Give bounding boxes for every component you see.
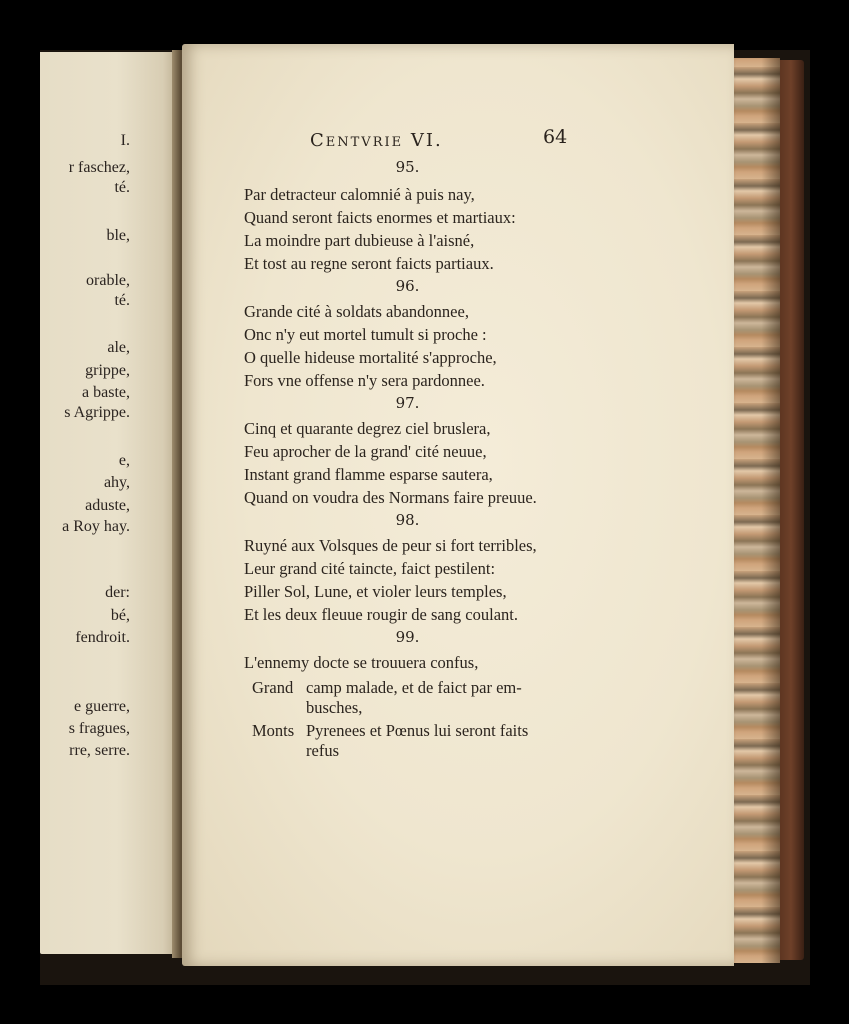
verse-line-start: Grand xyxy=(252,678,294,697)
verse-line: Fors vne offense n'y sera pardonnee. xyxy=(244,371,485,390)
left-page-line: té. xyxy=(114,179,130,196)
quatrain-number: 98. xyxy=(395,511,420,529)
running-title: Centvrie VI. xyxy=(310,130,443,151)
quatrain-number: 95. xyxy=(395,158,420,176)
left-page-line: I. xyxy=(120,132,130,149)
left-page-line: der: xyxy=(105,584,130,601)
left-page-line: a baste, xyxy=(82,384,130,401)
page-number: 64 xyxy=(543,126,568,148)
quatrain-number: 97. xyxy=(395,394,420,412)
left-page-line: e guerre, xyxy=(74,698,130,715)
verse-line: Instant grand flamme esparse sautera, xyxy=(244,465,493,484)
verse-line: L'ennemy docte se trouuera confus, xyxy=(244,653,479,672)
verse-line: La moindre part dubieuse à l'aisné, xyxy=(244,231,475,250)
left-page-line: aduste, xyxy=(85,497,130,514)
verse-line: Feu aprocher de la grand' cité neuue, xyxy=(244,442,487,461)
left-page-line: a Roy hay. xyxy=(62,518,130,535)
verse-line: Quand on voudra des Normans faire preuue. xyxy=(244,488,537,507)
left-page-line: grippe, xyxy=(85,362,130,379)
left-page-line: ble, xyxy=(106,227,130,244)
verse-line: Ruyné aux Volsques de peur si fort terribles, xyxy=(244,536,537,555)
left-page-line: s Agrippe. xyxy=(64,404,130,421)
verse-line: Piller Sol, Lune, et violer leurs temples, xyxy=(244,582,507,601)
quatrain-number: 99. xyxy=(395,628,420,646)
verse-line-continuation: busches, xyxy=(306,698,363,717)
left-page-line: e, xyxy=(118,452,130,469)
verse-line: camp malade, et de faict par em- xyxy=(306,678,522,697)
left-page-line: ale, xyxy=(107,339,130,356)
left-page-line: orable, xyxy=(86,272,130,289)
verse-line: Cinq et quarante degrez ciel bruslera, xyxy=(244,419,491,438)
verse-line: Grande cité à soldats abandonnee, xyxy=(244,302,469,321)
left-page-line: rre, serre. xyxy=(69,742,130,759)
verse-line: Leur grand cité taincte, faict pestilent: xyxy=(244,559,496,578)
left-page-line: té. xyxy=(114,292,130,309)
book-cover-edge xyxy=(778,60,804,960)
verse-line-continuation: refus xyxy=(306,741,339,760)
left-page-line: fendroit. xyxy=(75,629,130,646)
left-page-line: s fragues, xyxy=(68,720,130,737)
verse-line: O quelle hideuse mortalité s'approche, xyxy=(244,348,497,367)
quatrain-number: 96. xyxy=(395,277,420,295)
verse-line: Onc n'y eut mortel tumult si proche : xyxy=(244,325,487,344)
verse-line-start: Monts xyxy=(252,721,295,740)
left-page xyxy=(40,52,180,954)
verse-line: Pyrenees et Pœnus lui seront faits xyxy=(306,721,529,740)
left-page-line: ahy, xyxy=(103,474,130,491)
left-page-line: r faschez, xyxy=(68,159,130,176)
left-page-line: bé, xyxy=(110,607,130,624)
verse-line: Et tost au regne seront faicts partiaux. xyxy=(244,254,494,273)
verse-line: Et les deux fleuue rougir de sang coulant. xyxy=(244,605,518,624)
verse-line: Quand seront faicts enormes et martiaux: xyxy=(244,208,516,227)
verse-line: Par detracteur calomnié à puis nay, xyxy=(244,185,475,204)
